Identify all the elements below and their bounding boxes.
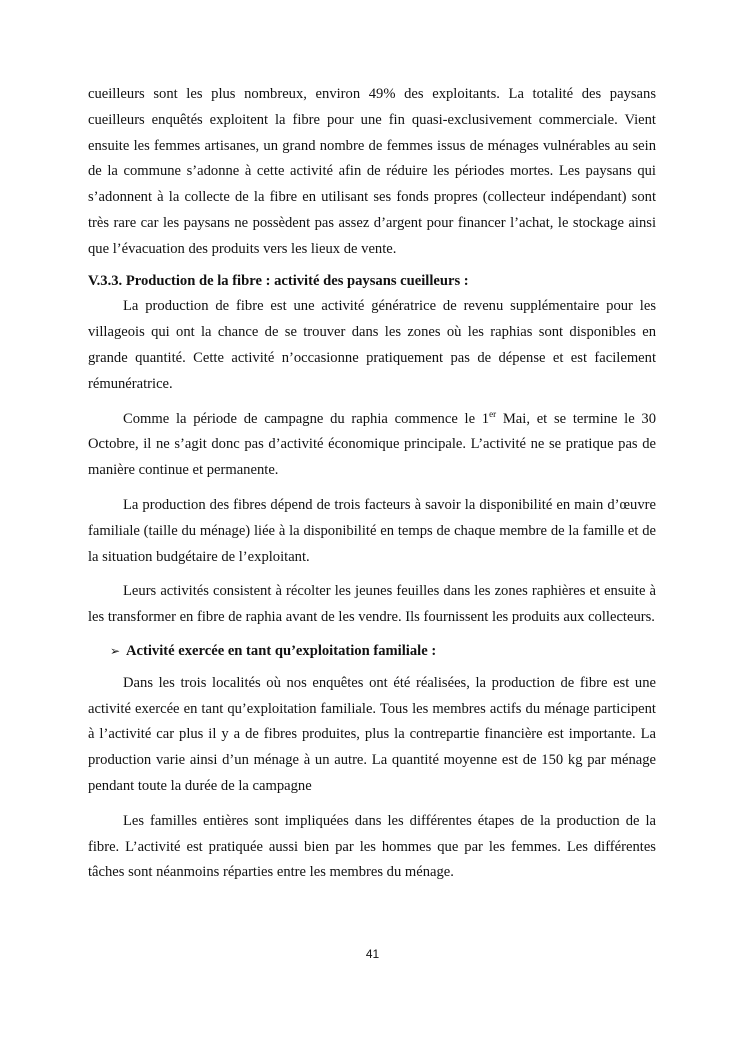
document-page bbox=[88, 82, 656, 886]
section-heading: V.3.3. Production de la fibre : activité des paysans cueilleurs : bbox=[88, 272, 469, 289]
campaign-text-start: Comme la période de campagne du raphia commence le 1 bbox=[123, 410, 490, 427]
bullet-heading-text: Activité exercée en tant qu’exploitation familiale : bbox=[126, 642, 437, 659]
paragraph-family-involvement: Les familles entières sont impliquées dans les différentes étapes de la production de la fibre. L’activité est pratiquée aussi bien par les hommes que par les femmes. Les différentes tâches sont néanmoins réparties entre les membres du ménage. bbox=[88, 812, 656, 881]
paragraph-family-exploitation: Dans les trois localités où nos enquêtes ont été réalisées, la production de fibre est une activité exercée en tant qu’exploitation familiale. Tous les membres actifs du ménage participent à l’activité car plus il y a de fibres produites, plus la contrepartie financière est importante. La production varie ainsi d’un ménage à un autre. La quantité moyenne est de 150 kg par ménage pendant toute la durée de la campagne bbox=[88, 674, 656, 794]
paragraph-campaign-period bbox=[88, 407, 656, 484]
bullet-heading bbox=[88, 639, 656, 665]
paragraph-production-revenue: La production de fibre est une activité génératrice de revenu supplémentaire pour les villageois qui ont la chance de se trouver dans les zones où les raphias sont disponibles en grande quantité. Cette activité n’occasionne pratiquement pas de dépense et est facilement rémunératrice. bbox=[88, 298, 656, 392]
paragraph-activities: Leurs activités consistent à récolter les jeunes feuilles dans les zones raphières et ensuite à les transformer en fibre de raphia avant de les vendre. Ils fournissent les produits aux collecteurs. bbox=[88, 583, 656, 626]
paragraph-production-factors: La production des fibres dépend de trois facteurs à savoir la disponibilité en main d’œuvre familiale (taille du ménage) liée à la disponibilité en temps de chaque membre de la famille et de la situation budgétaire de l’exploitant. bbox=[88, 496, 656, 565]
campaign-text-end: Mai, et se termine le 30 Octobre, il ne s’agit donc pas d’activité économique principale. L’activité ne se pratique pas de manière continue et permanente. bbox=[88, 410, 657, 479]
ordinal-superscript: er bbox=[489, 408, 497, 419]
intro-paragraph: cueilleurs sont les plus nombreux, environ 49% des exploitants. La totalité des paysans cueilleurs enquêtés exploitent la fibre pour une fin quasi-exclusivement commerciale. Vient ensuite les femmes artisanes, un grand nombre de femmes issus de ménages vulnérables au sein de la commune s’adonne à cette activité afin de réduire les périodes mortes. Les paysans qui s’adonnent à la collecte de la fibre en utilisant ses fonds propres (collecteur indépendant) sont très rare car les paysans ne possèdent pas assez d’argent pour financer l’achat, le stockage ainsi que l’évacuation des produits vers les lieux de vente. bbox=[88, 86, 656, 257]
page-number: 41 bbox=[365, 947, 380, 961]
arrow-bullet-icon: ➢ bbox=[110, 643, 121, 658]
